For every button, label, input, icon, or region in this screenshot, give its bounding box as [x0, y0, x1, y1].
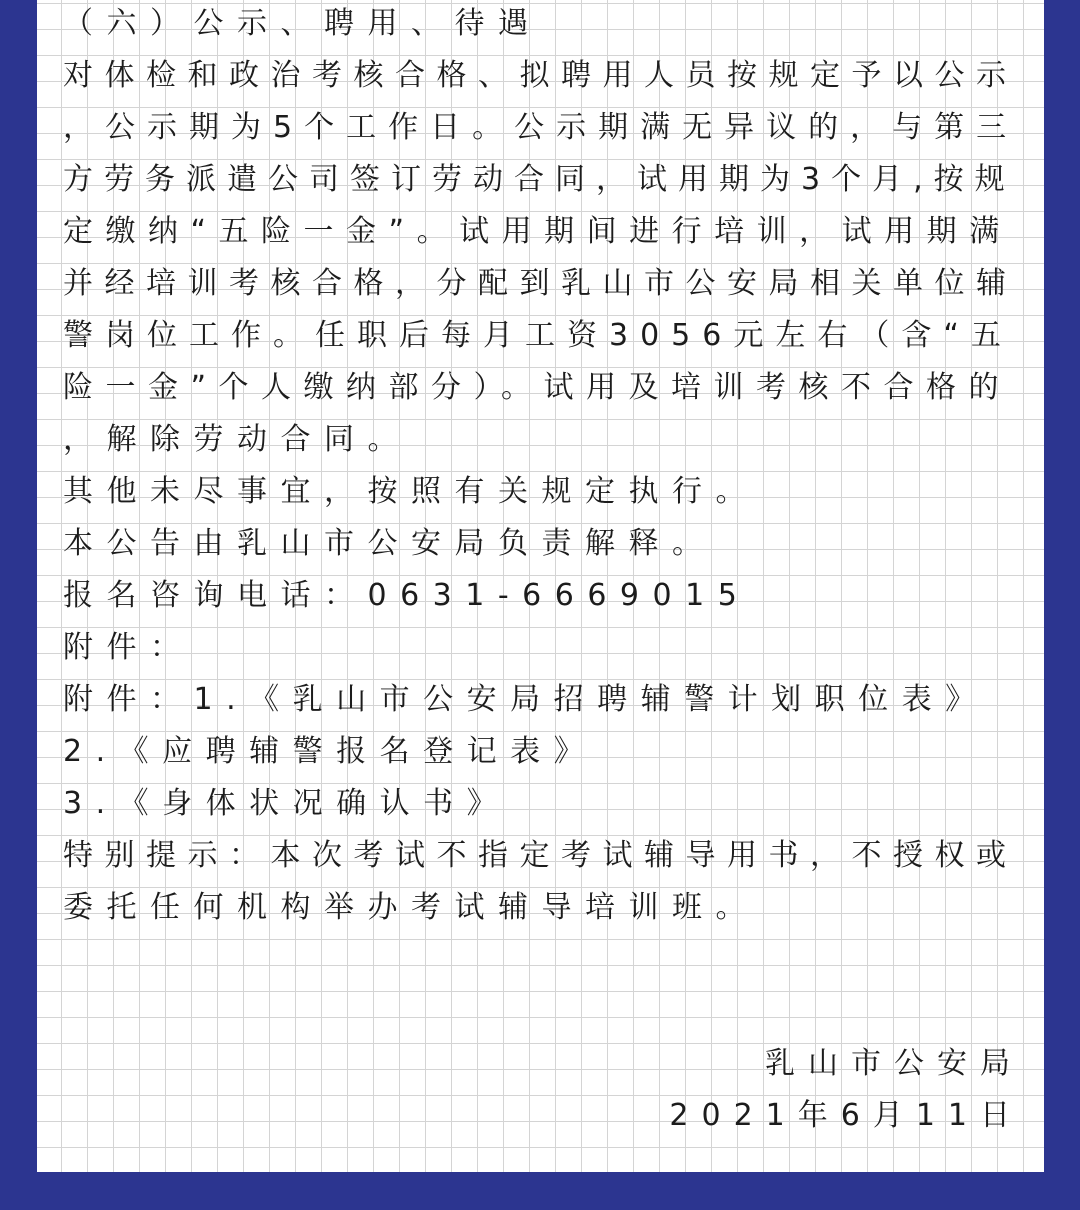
- text-line: 险一金”个人缴纳部分）。试用及培训考核不合格的: [63, 370, 1012, 405]
- attachment-item: 3.《身体状况确认书》: [63, 786, 511, 821]
- attachment-item: 2.《应聘辅警报名登记表》: [63, 734, 598, 769]
- text-line: 其他未尽事宜，按照有关规定执行。: [63, 474, 759, 509]
- special-notice: 特别提示：本次考试不指定考试辅导用书，不授权或: [63, 838, 1018, 873]
- attachment-item: 附件：1.《乳山市公安局招聘辅警计划职位表》: [63, 682, 989, 717]
- contact-phone: 报名咨询电话：0631-6669015: [63, 578, 751, 613]
- text-line: 定缴纳“五险一金”。试用期间进行培训，试用期满: [63, 214, 1012, 249]
- text-line: 警岗位工作。任职后每月工资3056元左右（含“五: [63, 318, 1013, 353]
- attachments-heading: 附件：: [63, 630, 194, 665]
- special-notice: 委托任何机构举办考试辅导培训班。: [63, 890, 759, 925]
- signature-org: 乳山市公安局: [765, 1046, 1023, 1081]
- text-line: 方劳务派遣公司签订劳动合同，试用期为3个月,按规: [63, 162, 1016, 197]
- text-line: ，公示期为5个工作日。公示期满无异议的，与第三: [63, 110, 1019, 145]
- text-line: ，解除劳动合同。: [63, 422, 411, 457]
- text-line: 对体检和政治考核合格、拟聘用人员按规定予以公示: [63, 58, 1018, 93]
- section-heading: （六）公示、聘用、待遇: [63, 6, 542, 41]
- signature-date: 2021年6月11日: [669, 1098, 1023, 1133]
- text-line: 并经培训考核合格，分配到乳山市公安局相关单位辅: [63, 266, 1018, 301]
- text-line: 本公告由乳山市公安局负责解释。: [63, 526, 716, 561]
